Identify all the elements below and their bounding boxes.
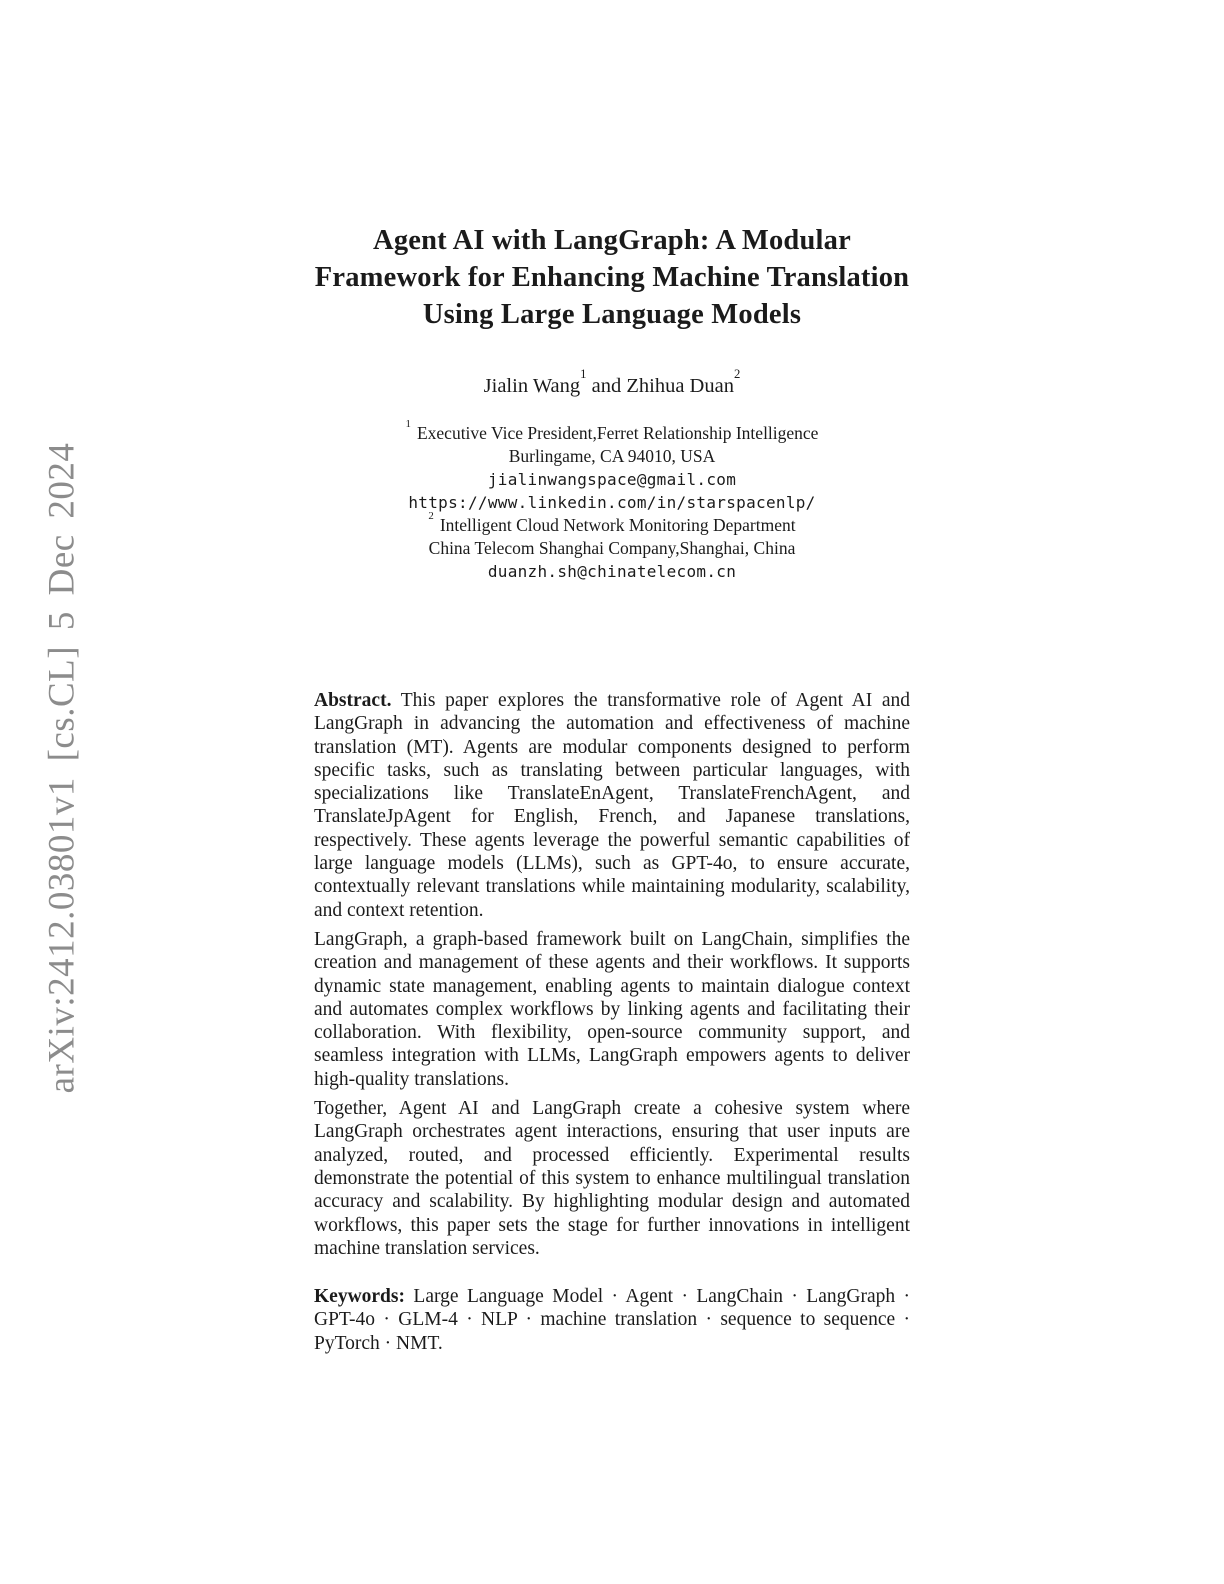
- abstract-section: [314, 689, 910, 1355]
- abstract-paragraph-1-text: This paper explores the transformative role of Agent AI and LangGraph in advancing the automation and effectiveness of machine translation (MT). Agents are modular components designed to perform specific tasks, such as translating between particular languages, with specializations like TranslateEnAgent, TranslateFrenchAgent, and TranslateJpAgent for English, French, and Japanese translations, respectively. These agents leverage the powerful semantic capabilities of large language models (LLMs), such as GPT-4o, to ensure accurate, contextually relevant translations while maintaining modularity, scalability, and context retention.: [314, 690, 910, 921]
- author-1-affiliation-mark: 1: [580, 366, 587, 381]
- affiliation-1-title: [0, 417, 1224, 445]
- affiliation-1-address: [0, 445, 1224, 468]
- title-line-1: Agent AI with LangGraph: A Modular: [373, 225, 851, 256]
- linkedin-url[interactable]: https://www.linkedin.com/in/starspacenlp/: [408, 493, 816, 512]
- author-1-email: [0, 468, 1224, 491]
- author-2-affiliation-mark: 2: [733, 366, 741, 381]
- abstract-paragraph-2: LangGraph, a graph-based framework built on LangChain, simplifies the creation and management of these agents and their workflows. It supports dynamic state management, enabling agents to maintain dialogue context and automates complex workflows by linking agents and facilitating their collaboration. With flexibility, open-source community support, and seamless integration with LLMs, LangGraph empowers agents to deliver high-quality translations.: [314, 928, 910, 1090]
- keywords-text: Large Language Model · Agent · LangChain · LangGraph · GPT-4o · GLM-4 · NLP · machine translation · sequence to sequence · PyTorch · NMT.: [314, 1286, 911, 1354]
- title-line-2: Framework for Enhancing Machine Translation: [314, 262, 910, 293]
- affiliation-1-address-text: Burlingame, CA 94010, USA: [508, 446, 716, 466]
- affiliation-2-title: [0, 509, 1224, 537]
- affiliation-2-address-text: China Telecom Shanghai Company,Shanghai, China: [428, 538, 796, 558]
- author-2-email-text: duanzh.sh@chinatelecom.cn: [487, 562, 737, 581]
- paper-title: [0, 222, 1224, 333]
- affiliation-2-mark: 2: [428, 509, 434, 522]
- affiliations-block: [0, 417, 1224, 583]
- authors-line: [0, 366, 1224, 400]
- author-2: Zhihua Duan: [626, 375, 734, 397]
- arxiv-watermark: arXiv:2412.03801v1 [cs.CL] 5 Dec 2024: [41, 442, 83, 1094]
- abstract-paragraph-1: [314, 689, 910, 922]
- affiliation-1-text: Executive Vice President,Ferret Relationship Intelligence: [416, 423, 819, 443]
- keywords-line: [314, 1285, 910, 1355]
- author-1-homepage-link[interactable]: [0, 491, 1224, 514]
- affiliation-1-mark: 1: [405, 417, 411, 430]
- abstract-paragraph-3: Together, Agent AI and LangGraph create a cohesive system where LangGraph orchestrates agent interactions, ensuring that user inputs are analyzed, routed, and processed efficiently. Experimental results demonstrate the potential of this system to enhance multilingual translation accuracy and scalability. By highlighting modular design and automated workflows, this paper sets the stage for further innovations in intelligent machine translation services.: [314, 1098, 910, 1259]
- authors-separator: and: [586, 375, 627, 397]
- author-1: Jialin Wang: [483, 375, 581, 397]
- paper-content: [0, 222, 1224, 1355]
- affiliation-2-address: [0, 537, 1224, 560]
- author-1-email-text: jialinwangspace@gmail.com: [487, 470, 737, 489]
- abstract-label: Abstract.: [314, 690, 392, 711]
- keywords-label: Keywords:: [314, 1286, 405, 1308]
- affiliation-2-text: Intelligent Cloud Network Monitoring Department: [439, 515, 796, 535]
- title-line-3: Using Large Language Models: [422, 299, 802, 330]
- author-2-email: [0, 560, 1224, 583]
